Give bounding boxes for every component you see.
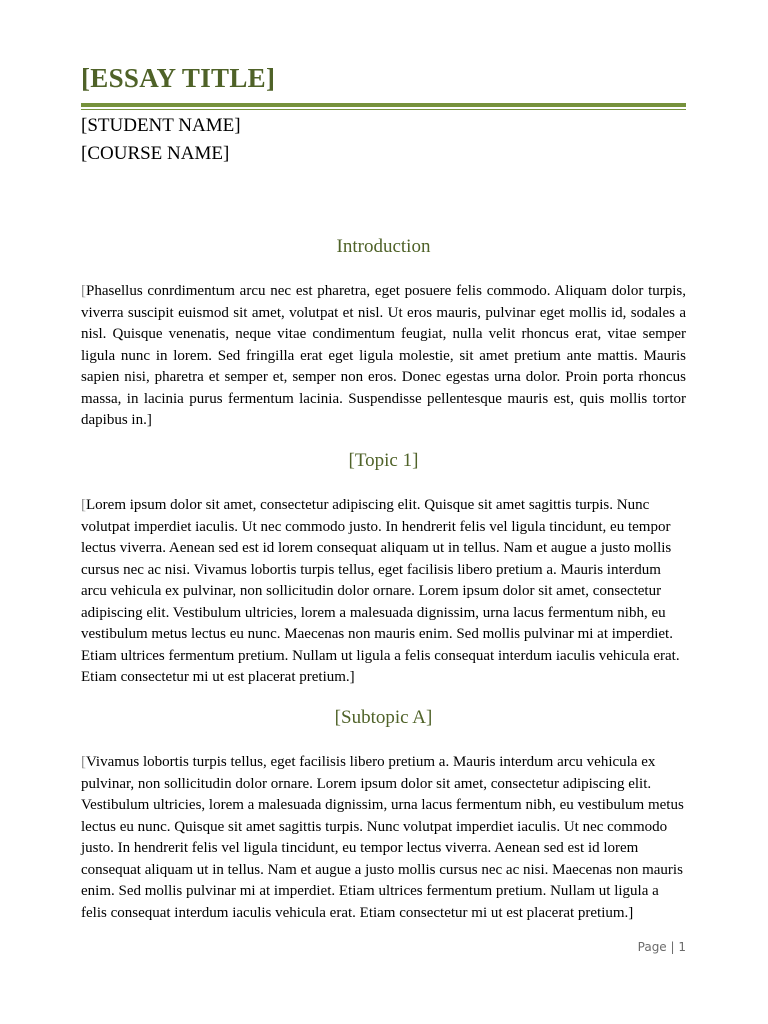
- section-heading-topic-1: [Topic 1]: [348, 450, 419, 471]
- open-bracket: [: [81, 754, 86, 770]
- open-bracket: [: [81, 497, 86, 513]
- section-body-text: Vivamus lobortis turpis tellus, eget facilisis libero pretium a. Mauris interdum arcu vehicula ex pulvinar, non sollicitudin dolor ornare. Lorem ipsum dolor sit amet, consectetur adipiscing elit. Vestibulum ultricies, lorem a malesuada dignissim, urna lacus fermentum nibh, eu vestibulum metus lectus eu nunc. Quisque sit amet sagittis turpis. Nunc volutpat imperdiet iaculis. Ut nec commodo justo. In hendrerit felis vel ligula tincidunt, eu tempor lectus viverra. Aenean sed est id lorem consequat aliquam ut in tellus. Nam et augue a justo mollis cursus nec ac nisi. Maecenas non mauris enim. Sed mollis pulvinar mi at imperdiet. Etiam ultrices fermentum pretium. Nullam ut ligula a felis consequat interdum iaculis vehicula erat. Etiam consectetur mi ut est placerat pretium.]: [81, 754, 684, 921]
- section-body-introduction: [81, 281, 686, 432]
- essay-title: [ESSAY TITLE]: [81, 63, 276, 93]
- open-bracket: [: [81, 283, 86, 299]
- section-body-text: Phasellus conrdimentum arcu nec est pharetra, eget posuere felis commodo. Aliquam dolor turpis, viverra suscipit euismod sit amet, volutpat et nisl. Ut eros mauris, pulvinar eget mollis id, sodales a nisl. Quisque venenatis, neque vitae condimentum feugiat, nulla velit rhoncus erat, vitae semper ligula nunc in lorem. Sed fringilla erat eget ligula molestie, sit amet pretium ante mattis. Mauris sapien nisi, pharetra et semper et, semper non eros. Donec egestas urna dolor. Proin porta rhoncus massa, in lacinia purus fermentum lacinia. Suspendisse pellentesque mauris est, quis mollis tortor dapibus in.]: [81, 283, 686, 428]
- section-body-subtopic-a: [81, 752, 686, 924]
- section-body-topic-1: [81, 495, 686, 689]
- section-heading-introduction: Introduction: [336, 236, 431, 257]
- course-name: [COURSE NAME]: [81, 143, 230, 164]
- student-name: [STUDENT NAME]: [81, 115, 241, 136]
- title-rule-thick: [81, 103, 686, 107]
- section-heading-subtopic-a: [Subtopic A]: [334, 707, 433, 728]
- section-body-text: Lorem ipsum dolor sit amet, consectetur adipiscing elit. Quisque sit amet sagittis turpis. Nunc volutpat imperdiet iaculis. Ut nec commodo justo. In hendrerit felis vel ligula tincidunt, eu tempor lectus viverra. Aenean sed est id lorem consequat aliquam ut in tellus. Nam et augue a justo mollis cursus nec ac nisi. Vivamus lobortis turpis tellus, eget facilisis libero pretium a. Mauris interdum arcu vehicula ex pulvinar, non sollicitudin dolor ornare. Lorem ipsum dolor sit amet, consectetur adipiscing elit. Vestibulum ultricies, lorem a malesuada dignissim, urna lacus fermentum nibh, eu vestibulum metus lectus eu nunc. Maecenas non mauris enim. Sed mollis pulvinar mi at imperdiet. Etiam ultrices fermentum pretium. Nullam ut ligula a felis consequat interdum iaculis vehicula erat. Etiam consectetur mi ut est placerat pretium.]: [81, 497, 680, 685]
- page-number-footer: Page | 1: [637, 940, 686, 954]
- title-rule-thin: [81, 109, 686, 110]
